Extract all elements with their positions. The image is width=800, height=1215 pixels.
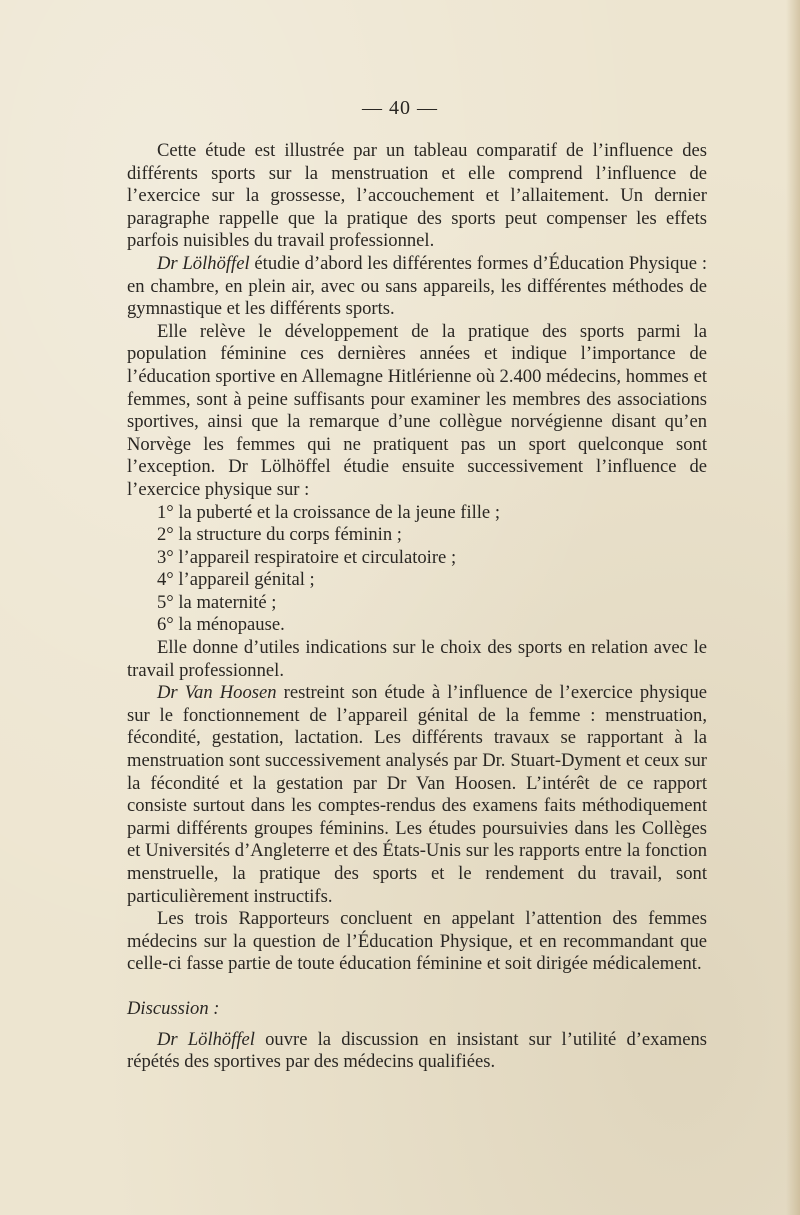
paragraph-2 [127, 253, 707, 321]
paragraph-5-text: restreint son étude à l’influence de l’exercice physique sur le fonctionnement de l’appareil génital de la femme : menstruation, fécondité, gestation, lactation. Les différents travaux se rapportant à la menstruation sont successivement analysés par Dr. Stuart-Dyment et ceux sur la fécondité et la gestation par Dr Van Hoosen. L’intérêt de ce rapport consiste surtout dans les comptes-rendus des examens faits méthodiquement parmi différents groupes féminins. Les études poursuivies dans les Collèges et Universités d’Angleterre et des États-Unis sur les rapports entre la fonction menstruelle, la pratique des sports et le rendement du travail, sont particulièrement instructifs. [127, 682, 707, 907]
paragraph-7 [127, 1029, 707, 1074]
author-name: Dr Lölhöffel [157, 252, 250, 274]
author-name: Dr Van Hoosen [157, 682, 277, 704]
list-item: 5° la maternité ; [157, 591, 277, 613]
body-text [127, 140, 707, 1074]
section-heading: Discussion : [127, 997, 220, 1019]
topic-list [127, 502, 707, 638]
page-number: — 40 — [362, 97, 438, 119]
list-item: 1° la puberté et la croissance de la jeune fille ; [157, 501, 501, 523]
list-item: 6° la ménopause. [157, 614, 285, 636]
paragraph-2-text: étudie d’abord les différentes formes d’Éducation Physique : en chambre, en plein air, avec ou sans appareils, les différentes méthodes de gymnastique et les différents sports. [127, 252, 707, 320]
list-item: 4° l’appareil génital ; [157, 569, 315, 591]
list-item: 3° l’appareil respiratoire et circulatoire ; [157, 546, 457, 568]
paragraph-5 [127, 682, 707, 908]
paragraph-1: Cette étude est illustrée par un tableau comparatif de l’influence des différents sports sur la menstruation et elle comprend l’influence de l’exercice sur la grossesse, l’accouchement et l’allaitement. Un dernier paragraphe rappelle que la pratique des sports peut compenser les effets parfois nuisibles du travail professionnel. [127, 140, 707, 252]
list-item: 2° la structure du corps féminin ; [157, 524, 402, 546]
paragraph-7-text: ouvre la discussion en insistant sur l’utilité d’examens répétés des sportives par des médecins qualifiées. [127, 1028, 707, 1073]
author-name: Dr Lölhöffel [157, 1028, 255, 1050]
paragraph-6: Les trois Rapporteurs concluent en appelant l’attention des femmes médecins sur la question de l’Éducation Physique, et en recommandant que celle-ci fasse partie de toute éducation féminine et soit dirigée médicalement. [127, 908, 707, 975]
page-edge-shadow [786, 0, 800, 1215]
paragraph-4: Elle donne d’utiles indications sur le choix des sports en relation avec le travail professionnel. [127, 637, 707, 681]
paragraph-3: Elle relève le développement de la pratique des sports parmi la population féminine ces dernières années et indique l’importance de l’éducation sportive en Allemagne Hitlérienne où 2.400 médecins, hommes et femmes, sont à peine suffisants pour examiner les membres des associations sportives, ainsi que la remarque d’une collègue norvégienne disant qu’en Norvège les femmes qui ne pratiquent pas un sport quelconque sont l’exception. Dr Lölhöffel étudie ensuite successivement l’influence de l’exercice physique sur : [127, 320, 707, 500]
